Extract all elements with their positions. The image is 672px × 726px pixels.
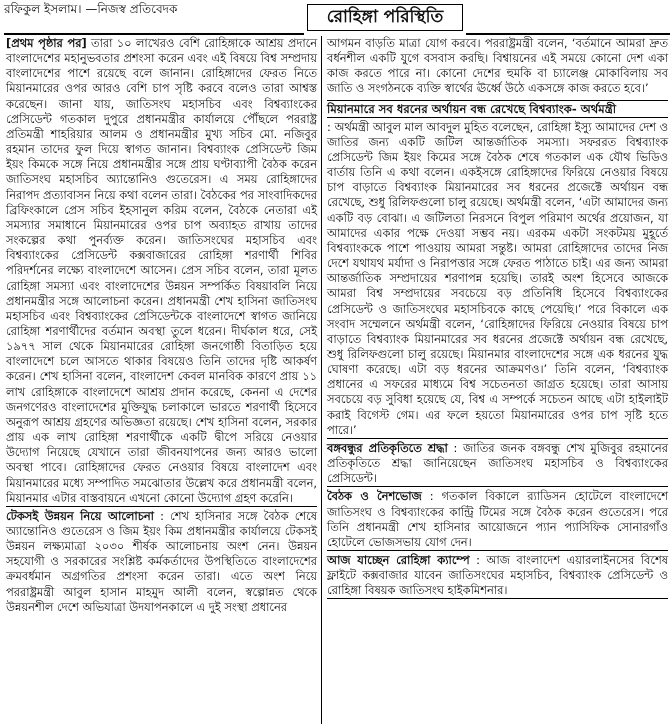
section-body: : শেখ হাসিনার সঙ্গে বৈঠক শেষে অ্যান্তোনিও গুতেরেস ও জিম ইয়ং কিম প্রধানমন্ত্রীর কার্যালয়ে টেকসই উন্নয়ন লক্ষ্যমাত্রা ২০৩০ শীর্ষক আলোচনায় অংশ নেন। উন্নয়ন সহযোগী ও সরকারের সংশ্লিষ্ট কর্মকর্তাদের উপস্থিতিতে বাংলাদেশের ক্রমবর্ধমান অগ্রগতির প্রশংসা করেন তারা। এতে অংশ নিয়ে পররাষ্ট্রমন্ত্রী আবুল হাসান মাহমুদ আলী বলেন, স্বল্পোন্নত থেকে উন্নয়নশীল দেশে অভিযাত্রা উদযাপনকালে এ দুই সংস্থা প্রধানের bbox=[6, 508, 318, 614]
section-sustainable-development bbox=[6, 506, 317, 615]
title-rule-left bbox=[4, 33, 304, 35]
section-head: আজ যাচ্ছেন রোহিঙ্গা ক্যাম্পে bbox=[327, 553, 470, 567]
article-title: রোহিঙ্গা পরিস্থিতি bbox=[307, 4, 463, 31]
section-head: বৈঠক ও নৈশভোজ bbox=[327, 489, 422, 504]
section-body: : জাতির জনক বঙ্গবন্ধু শেখ মুজিবুর রহমানের প্রতিকৃতিতে শ্রদ্ধা জানিয়েছেন জাতিসংঘ মহাসচিব ও বিশ্বব্যাংকের প্রেসিডেন্ট। bbox=[327, 440, 668, 486]
world-bank-paragraph: : অর্থমন্ত্রী আবুল মাল আবদুল মুহিত বলেছেন, রোহিঙ্গা ইস্যু আমাদের দেশ ও জাতির জন্য একটি জটিল আন্তর্জাতিক সমস্যা। সফররত বিশ্বব্যাংক প্রেসিডেন্ট জিম ইয়ং কিমের সঙ্গে বৈঠক শেষে গতকাল এক যৌথ ভিডিও বার্তায় তিনি এ কথা বলেন। একইসঙ্গে রোহিঙ্গাদের ফিরিয়ে নেওয়ার বিষয়ে চাপ বাড়াতে বিশ্বব্যাংক মিয়ানমারের সব ধরনের প্রজেক্টে অর্থায়ন বন্ধ রেখেছে, শুধু রিলিফগুলো চালু রয়েছে। অর্থমন্ত্রী বলেন, ‘এটা আমাদের জন্য একটি বড় বোঝা। এ জটিলতা নিরসনে বিপুল পরিমাণ অর্থের প্রয়োজন, যা আমাদের একার পক্ষে দেওয়া সম্ভব নয়। এরকম একটা সংকটময় মুহূর্তে বিশ্বব্যাংককে পাশে পাওয়ায় আমরা সন্তুষ্ট। আমরা রোহিঙ্গাদের তাদের নিজ দেশে যথাযথ মর্যাদা ও নিরাপত্তার সঙ্গে ফেরত পাঠাতে চাই। এর জন্য আমরা আন্তর্জাতিক সম্প্রদায়ের শরণাপন্ন হয়েছি। তারই অংশ হিসেবে আজকে আমরা বিশ্ব সম্প্রদায়ের সবচেয়ে বড় প্রতিনিধি হিসেবে বিশ্বব্যাংকের প্রেসিডেন্ট ও জাতিসংঘের মহাসচিবকে কাছে পেয়েছি।’ পরে বিকালে এক সংবাদ সম্মেলনে অর্থমন্ত্রী বলেন, ‘রোহিঙ্গাদের ফিরিয়ে নেওয়ার বিষয়ে চাপ বাড়াতে বিশ্বব্যাংক মিয়ানমারের সব ধরনের প্রজেক্টে অর্থায়ন বন্ধ রেখেছে, শুধু রিলিফগুলো চালু রয়েছে। মিয়ানমার বাংলাদেশের সঙ্গে এক ধরনের যুদ্ধ ঘোষণা করেছে। এটা বড় ধরনের আক্রমণও।’ তিনি বলেন, ‘বিশ্বব্যাংক প্রধানের এ সফরের মাধ্যমে বিশ্ব সচেতনতা জাগ্রত হয়েছে। তারা আসায় সবচেয়ে বড় সুবিধা হয়েছে যে, বিশ্ব এ সম্পর্কে সচেতন আছে এটা হাইলাইট করাই বিগেস্ট গেম। এর ফলে হয়তো মিয়ানমারের ওপর চাপ সৃষ্টি হতে পারে।’ bbox=[327, 119, 668, 437]
section-meeting-dinner bbox=[327, 486, 668, 550]
section-tribute bbox=[327, 438, 668, 486]
continued-tag: [প্রথম পৃষ্ঠার পর] bbox=[6, 36, 87, 50]
column-divider bbox=[321, 36, 322, 724]
section-body: : আজ বাংলাদেশ এয়ারলাইনসের বিশেষ ফ্লাইটে কক্সবাজার যাবেন জাতিসংঘের মহাসচিব, বিশ্বব্যাংক প্রেসিডেন্ট ও রোহিঙ্গা বিষয়ক জাতিসংঘ হাইকমিশনার। bbox=[327, 553, 668, 598]
subheading-world-bank: মিয়ানমারে সব ধরনের অর্থায়ন বন্ধ রেখেছে বিশ্বব্যাংক- অর্থমন্ত্রী bbox=[327, 100, 668, 118]
lead-body: তারা ১০ লাখেরও বেশি রোহিঙ্গাকে আশ্রয় প্রদানে বাংলাদেশের মহানুভবতার প্রশংসা করেন এবং এই বিষয়ে বিশ্ব সম্প্রদায় বাংলাদেশের পাশে রয়েছে বলে জানান। রোহিঙ্গাদের ফেরত নিতে মিয়ানমারের ওপর আরও বেশি চাপ সৃষ্টি করবে বলেও তারা আশ্বস্ত করেছেন। জানা যায়, জাতিসংঘ মহাসচিব এবং বিশ্বব্যাংকের প্রেসিডেন্ট গতকাল দুপুরে প্রধানমন্ত্রীর কার্যালয়ে পৌঁছলে পররাষ্ট্র প্রতিমন্ত্রী শাহরিয়ার আলম ও প্রধানমন্ত্রীর মুখ্য সচিব মো. নজিবুর রহমান তাদের ফুল দিয়ে স্বাগত জানান। বিশ্বব্যাংক প্রেসিডেন্ট জিম ইয়ং কিমকে সঙ্গে নিয়ে প্রধানমন্ত্রীর সঙ্গে প্রায় ঘণ্টাব্যাপী বৈঠক করেন জাতিসংঘ মহাসচিব অ্যান্তোনিও গুতেরেস। এ সময় রোহিঙ্গাদের নিরাপদ প্রত্যাবাসন নিয়ে কথা বলেন তারা। বৈঠকের পর সাংবাদিকদের ব্রিফিংকালে প্রেস সচিব ইহসানুল করিম বলেন, বৈঠকে নেতারা এই সমস্যার সমাধানে মিয়ানমারের ওপর চাপ অব্যাহত রাখায় তাদের সংকল্পের কথা পুনর্ব্যক্ত করেন। জাতিসংঘের মহাসচিব এবং বিশ্বব্যাংকের প্রেসিডেন্ট কক্সবাজারের রোহিঙ্গা শরণার্থী শিবির পরিদর্শনের লক্ষ্যে বাংলাদেশে আসেন। প্রেস সচিব বলেন, তারা মূলত রোহিঙ্গা সমস্যা এবং বাংলাদেশের উন্নয়ন সম্পর্কিত বিষয়াবলি নিয়ে প্রধানমন্ত্রীর সঙ্গে আলোচনা করেন। প্রধানমন্ত্রী শেখ হাসিনা জাতিসংঘ মহাসচিব এবং বিশ্বব্যাংকের প্রেসিডেন্টকে বাংলাদেশে স্বাগত জানিয়ে রোহিঙ্গা শরণার্থীদের বর্তমান অবস্থা তুলে ধরেন। দীর্ঘকাল ধরে, সেই ১৯৭৭ সাল থেকে মিয়ানমারের রোহিঙ্গা জনগোষ্ঠী বিতাড়িত হয়ে বাংলাদেশে চলে আসতে থাকার বিষয়েও তিনি তাদের দৃষ্টি আকর্ষণ করেন। শেখ হাসিনা বলেন, বাংলাদেশ কেবল মানবিক কারণে প্রায় ১১ লাখ রোহিঙ্গাকে বাংলাদেশে আশ্রয় প্রদান করেছে, কেননা এ দেশের জনগণেরও বাংলাদেশের মুক্তিযুদ্ধ চলাকালে ভারতে শরণার্থী হিসেবে অনুরূপ আশ্রয় গ্রহণের অভিজ্ঞতা রয়েছে। শেখ হাসিনা বলেন, সরকার প্রায় এক লাখ রোহিঙ্গা শরণার্থীকে একটি দ্বীপে সরিয়ে নেওয়ার উদ্যোগ নিয়েছে যেখানে তারা জীবনযাপনের জন্য আরও ভালো অবস্থা পাবে। রোহিঙ্গাদের ফেরত নেওয়ার বিষয়ে বাংলাদেশ এবং মিয়ানমারের মধ্যে সম্পাদিত সমঝোতার উল্লেখ করে প্রধানমন্ত্রী বলেন, মিয়ানমার এটার বাস্তবায়নে এখনো কোনো উদ্যোগ গ্রহণ করেনি। bbox=[6, 36, 317, 505]
section-head: টেকসই উন্নয়ন নিয়ে আলোচনা bbox=[6, 508, 154, 523]
byline: রফিকুল ইসলাম। —নিজস্ব প্রতিবেদক bbox=[4, 2, 178, 16]
lead-paragraph bbox=[6, 36, 317, 506]
right-column bbox=[327, 36, 668, 599]
section-head: বঙ্গবন্ধুর প্রতিকৃতিতে শ্রদ্ধা bbox=[327, 440, 448, 455]
section-camp-visit bbox=[327, 550, 668, 599]
title-rule-right bbox=[466, 33, 670, 35]
section-body: : গতকাল বিকালে র‌্যাডিসন হোটেলে বাংলাদেশে জাতিসংঘ ও বিশ্বব্যাংকের কান্ট্রি টিমের সঙ্গে বৈঠক করেন গুতেরেস। পরে তিনি প্রধানমন্ত্রী শেখ হাসিনার আয়োজনে প্যান প্যাসিফিক সোনারগাঁও হোটেলে ভোজসভায় যোগ দেন। bbox=[327, 489, 668, 549]
left-column bbox=[6, 36, 317, 615]
intro-paragraph: আগমন বাড়তি মাত্রা যোগ করবে। পররাষ্ট্রমন্ত্রী বলেন, ‘বর্তমানে আমরা দ্রুত বর্ধনশীল একটি যুগে বসবাস করছি। বিশ্বায়নের এই সময়ে কোনো দেশ একা কাজ করতে পারে না। কোনো দেশের হুমকি বা চ্যালেঞ্জ মোকাবিলায় সব জাতি ও সংগঠনকে ব্যক্তি স্বার্থের ঊর্ধ্বে উঠে একসঙ্গে কাজ করতে হবে।’ bbox=[327, 36, 668, 96]
